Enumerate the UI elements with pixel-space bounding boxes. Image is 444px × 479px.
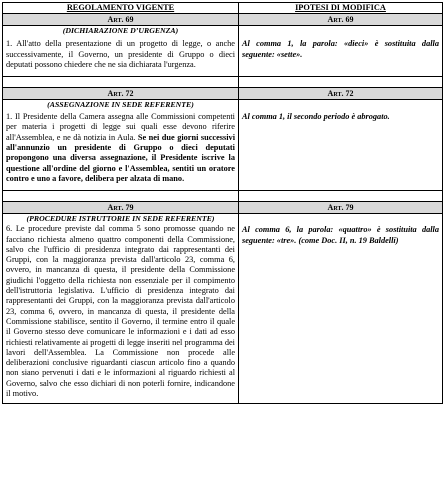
current-text-abrogated: Se nei due giorni successivi all'annunzio un presidente di Gruppo o dieci deputati propongono una diversa assegnazione, il Presidente iscrive la questione all'ordine del giorno e l'Assemblea, sentiti un oratore contro e uno a favore, delibera per alzata di mano. xyxy=(6,132,236,183)
header-row xyxy=(3,3,443,14)
article-label-left: Art. 72 xyxy=(3,88,239,100)
proposed-text-cell xyxy=(239,26,443,77)
current-text: 6. Le procedure previste dal comma 5 sono promosse quando ne facciano richiesta almeno quattro componenti della Commissione, salvo che l'ufficio di presidenza integrato dai rappresentanti dei Gruppi, con la maggioranza prevista dall'articolo 23, comma 6, ovvero, in mancanza di questa, il presidente della Commissione giudichi l'oggetto della richiesta non essenziale per il compimento dell'istruttoria legislativa. L'ufficio di presidenza integrato dai rappresentanti dei Gruppi, con la maggioranza prevista dall'articolo 23, comma 6, ovvero, in mancanza di questa, il presidente della Commissione stabilisce, sentito il Governo, il termine entro il quale il Governo stesso deve comunicare le informazioni e i dati ad esso richiesti relativamente ai progetti di legge inseriti nel programma dei lavori dell'Assemblea. La Commissione non procede alle deliberazioni conclusive riguardanti ciascun articolo fino a quando non siano pervenuti i dati e le informazioni al riguardo richiesti al Governo, salvo che esso dichiari di non poterli fornire, indicandone il motivo. xyxy=(6,224,235,399)
section-body-row xyxy=(3,100,443,191)
article-label-left: Art. 69 xyxy=(3,14,239,26)
article-label-left: Art. 79 xyxy=(3,202,239,214)
article-label-right: Art. 79 xyxy=(239,202,443,214)
current-text-cell xyxy=(3,26,239,77)
header-left: REGOLAMENTO VIGENTE xyxy=(3,3,239,14)
article-row xyxy=(3,14,443,26)
comparison-table xyxy=(2,2,443,404)
article-label-right: Art. 72 xyxy=(239,88,443,100)
current-text-plain: 1. Il Presidente della Camera assegna alle Commissioni competenti per materia i progetti di legge sui quali esse devono riferire all'Assemblea, e ne dà notizia in Aula. xyxy=(6,112,235,142)
spacer-row xyxy=(3,191,443,202)
proposed-text-cell xyxy=(239,214,443,404)
article-row xyxy=(3,202,443,214)
current-text: 1. All'atto della presentazione di un progetto di legge, o anche successivamente, il Governo, un presidente di Gruppo o dieci deputati possono chiedere che ne sia dichiarata l'urgenza. xyxy=(6,39,235,69)
current-text-cell xyxy=(3,100,239,191)
section-body-row xyxy=(3,214,443,404)
article-subtitle: (DICHIARAZIONE D’URGENZA) xyxy=(62,26,179,36)
spacer-row xyxy=(3,77,443,88)
current-text xyxy=(6,112,235,184)
article-label-right: Art. 69 xyxy=(239,14,443,26)
current-text-cell xyxy=(3,214,239,404)
proposed-text: Al comma 6, la parola: «quattro» è sostituita dalla seguente: «tre». (come Doc. II, n. 19 Baldelli) xyxy=(242,225,439,245)
proposed-text: Al comma 1, la parola: «dieci» è sostituita dalla seguente: «sette». xyxy=(242,39,439,59)
section-body-row xyxy=(3,26,443,77)
proposed-text-cell xyxy=(239,100,443,191)
proposed-text: Al comma 1, il secondo periodo è abrogato. xyxy=(242,112,390,122)
article-subtitle: (PROCEDURE ISTRUTTORIE IN SEDE REFERENTE) xyxy=(26,214,215,224)
article-subtitle: (ASSEGNAZIONE IN SEDE REFERENTE) xyxy=(47,100,194,110)
header-right: IPOTESI DI MODIFICA xyxy=(239,3,443,14)
article-row xyxy=(3,88,443,100)
